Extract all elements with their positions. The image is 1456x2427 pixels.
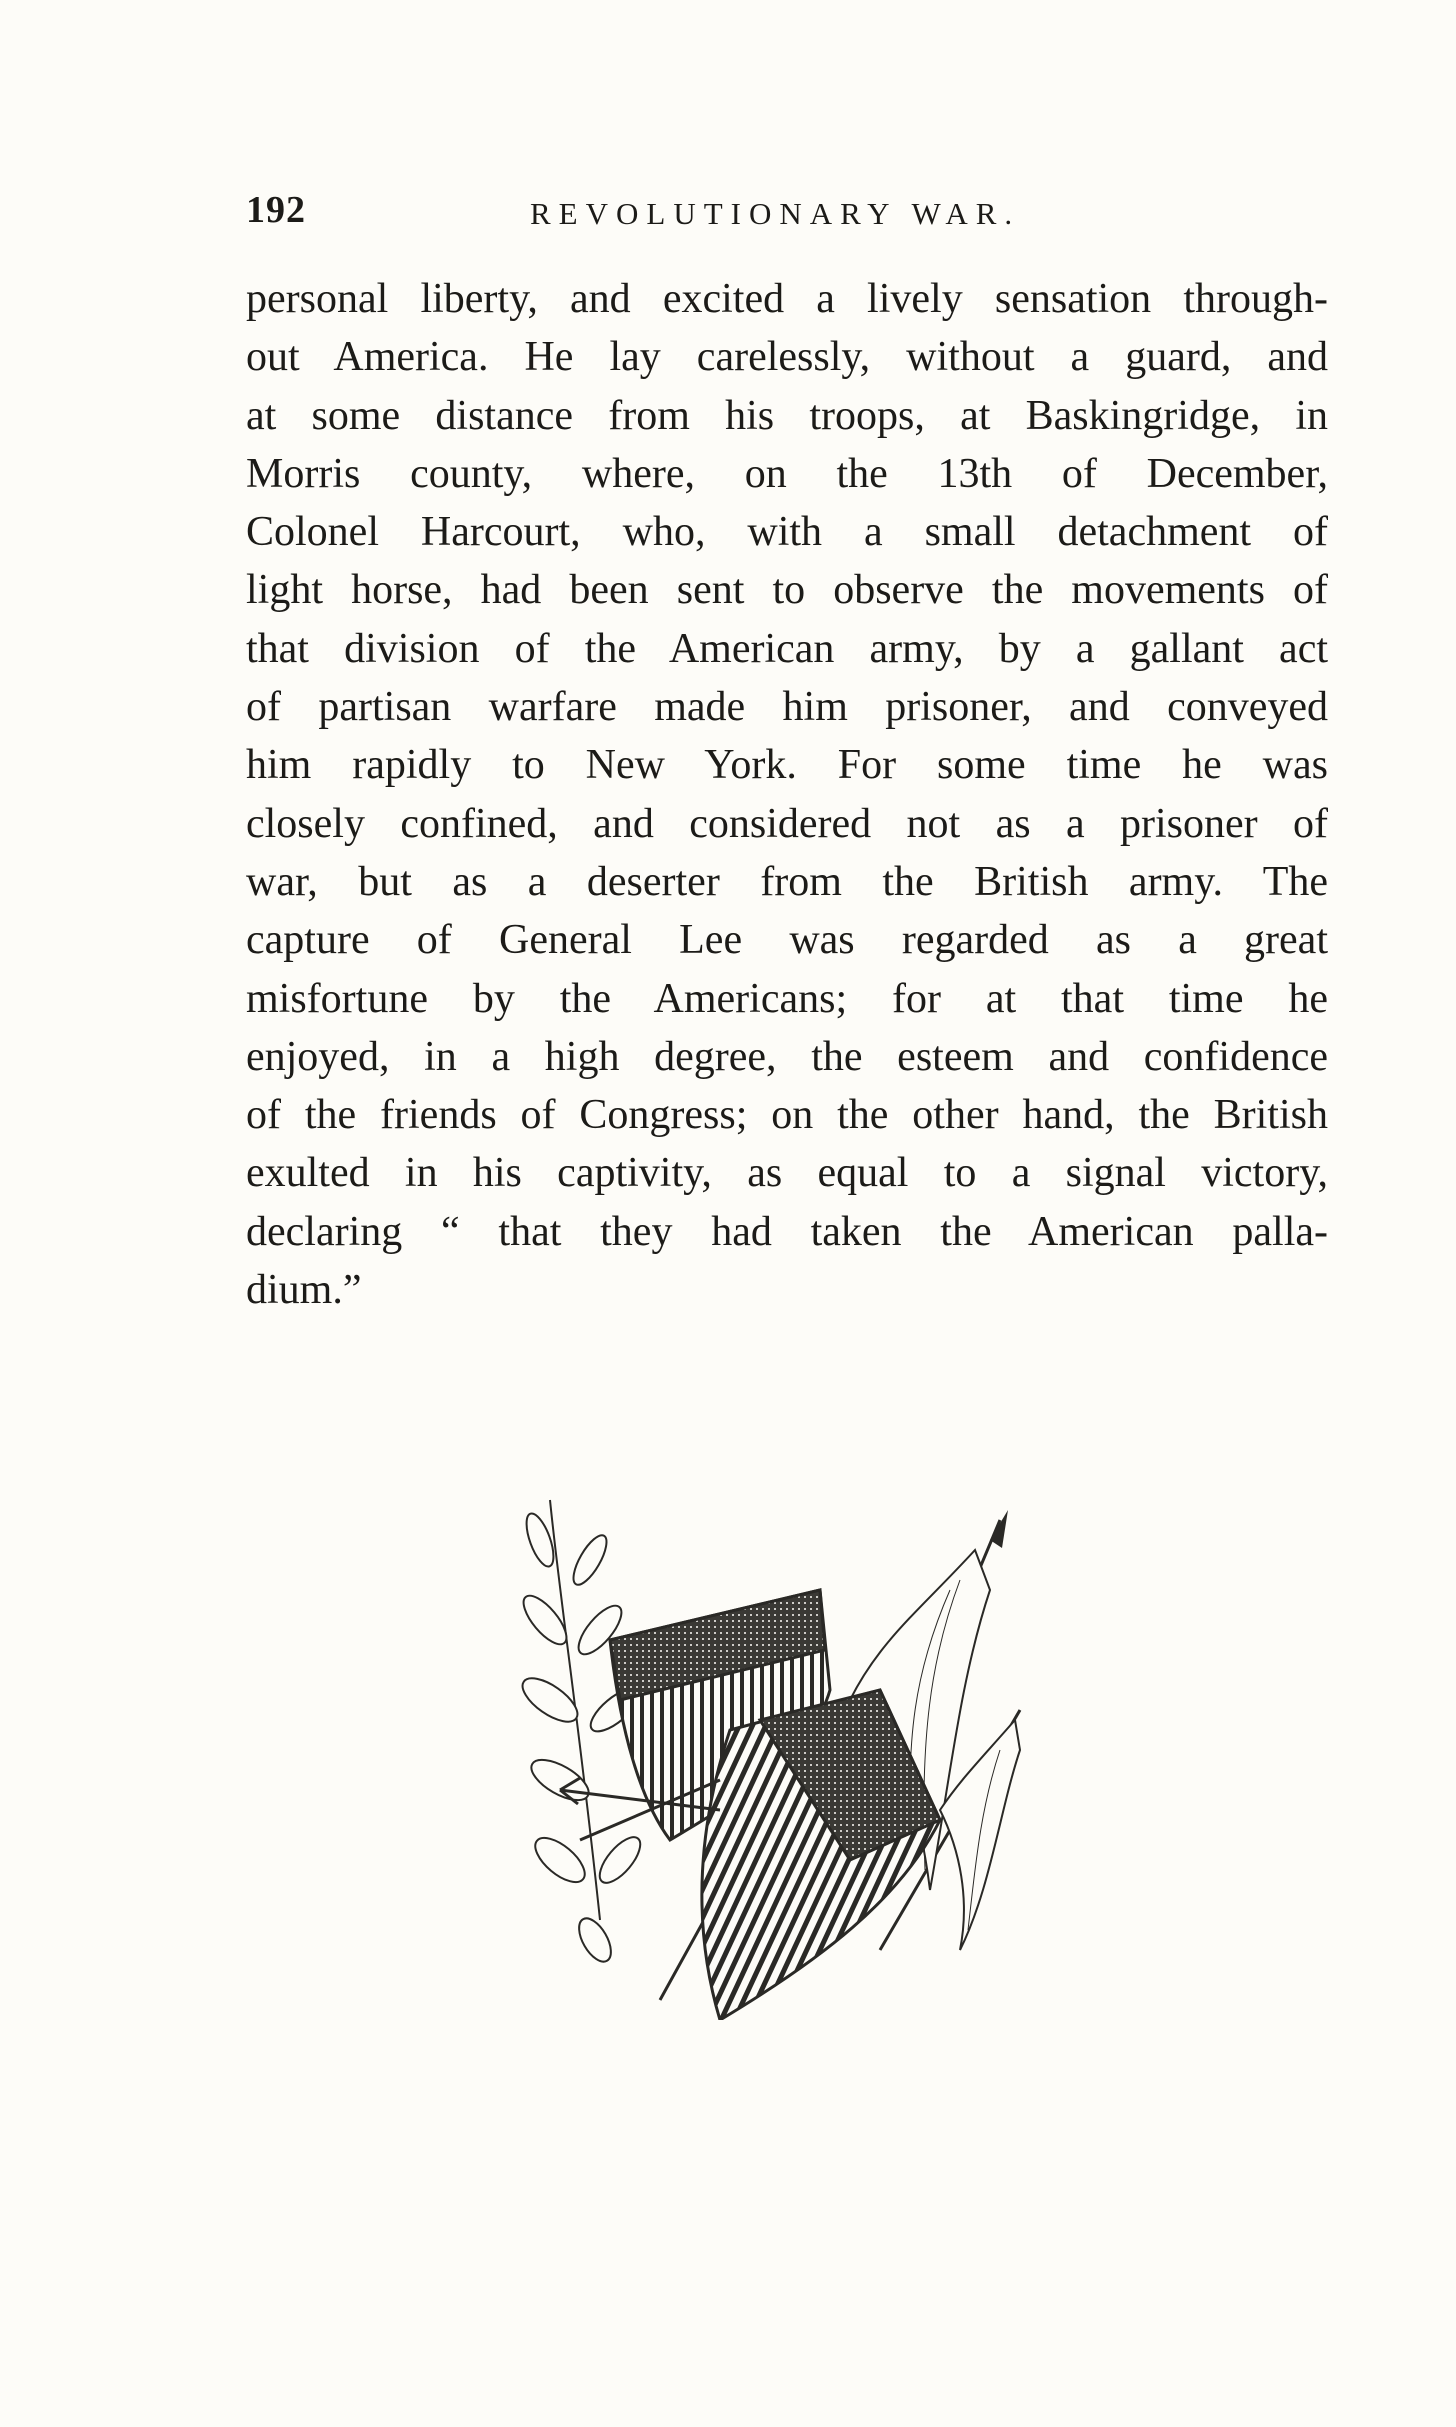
text-line: declaring “ that they had taken the American palla- [246, 1208, 1328, 1255]
text-line: light horse, had been sent to observe the movements of [246, 567, 1328, 614]
text-line: Morris county, where, on the 13th of December, [246, 450, 1328, 497]
front-shield [702, 1690, 940, 2020]
text-line: capture of General Lee was regarded as a great [246, 917, 1328, 964]
text-line: of the friends of Congress; on the other hand, the British [246, 1092, 1328, 1139]
text-line: misfortune by the Americans; for at that time he [246, 975, 1328, 1022]
text-line: dium.” [246, 1267, 362, 1314]
body-text [246, 270, 1328, 1319]
page-number: 192 [246, 189, 306, 231]
text-line: closely confined, and considered not as a prisoner of [246, 800, 1328, 847]
text-line: Colonel Harcourt, who, with a small detachment of [246, 509, 1328, 556]
text-line: war, but as a deserter from the British army. The [246, 858, 1328, 905]
text-line: personal liberty, and excited a lively sensation through- [246, 276, 1328, 322]
text-line: of partisan warfare made him prisoner, and conveyed [246, 684, 1328, 731]
flags-shield-vignette [520, 1480, 1040, 2020]
text-line: at some distance from his troops, at Baskingridge, in [246, 392, 1328, 439]
vignette-illustration [520, 1480, 1040, 2020]
text-line: out America. He lay carelessly, without a guard, and [246, 334, 1328, 381]
text-line: him rapidly to New York. For some time he was [246, 742, 1328, 789]
text-line: enjoyed, in a high degree, the esteem and confidence [246, 1033, 1328, 1080]
text-line: exulted in his captivity, as equal to a signal victory, [246, 1150, 1328, 1197]
spear-tip [990, 1510, 1008, 1548]
text-line: that division of the American army, by a gallant act [246, 625, 1328, 672]
running-title: REVOLUTIONARY WAR. [530, 196, 1021, 231]
